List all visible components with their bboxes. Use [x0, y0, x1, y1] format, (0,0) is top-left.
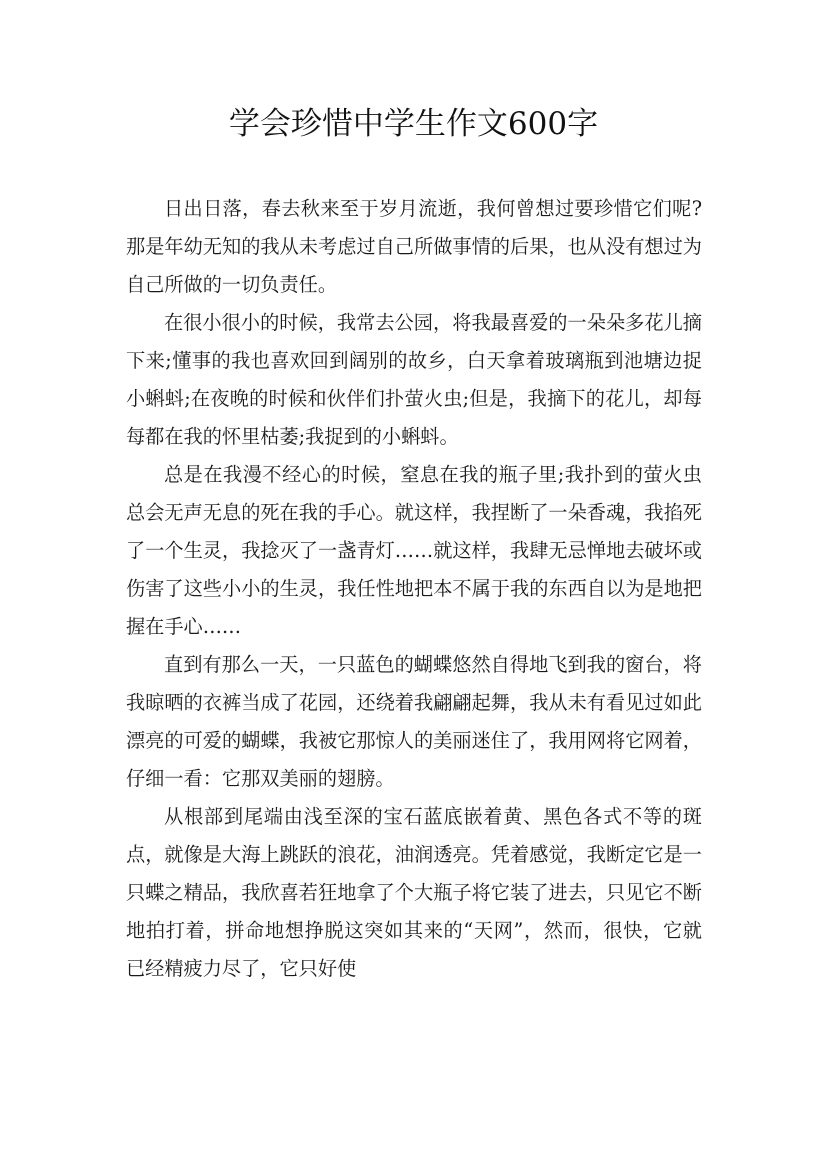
paragraph-5: 从根部到尾端由浅至深的宝石蓝底嵌着黄、黑色各式不等的斑点，就像是大海上跳跃的浪花，油润透亮。凭着感觉，我断定它是一只蝶之精品，我欣喜若狂地拿了个大瓶子将它装了进去，只见它不断地拍打着，拼命地想挣脱这突如其来的“天网”，然而，很快，它就已经精疲力尽了，它只好使 [126, 805, 702, 980]
paragraph-1: 日出日落，春去秋来至于岁月流逝，我何曾想过要珍惜它们呢?那是年幼无知的我从未考虑过自己所做事情的后果，也从没有想过为自己所做的一切负责任。 [126, 197, 702, 296]
document-body [126, 190, 702, 988]
paragraph-3: 总是在我漫不经心的时候，窒息在我的瓶子里;我扑到的萤火虫总会无声无息的死在我的手心。就这样，我捏断了一朵香魂，我掐死了一个生灵，我捻灭了一盏青灯……就这样，我肆无忌惮地去破坏或伤害了这些小小的生灵，我任性地把本不属于我的东西自以为是地把握在手心…… [126, 463, 702, 638]
document-title: 学会珍惜中学生作文600字 [228, 106, 599, 142]
paragraph-4: 直到有那么一天，一只蓝色的蝴蝶悠然自得地飞到我的窗台，将我晾晒的衣裤当成了花园，还绕着我翩翩起舞，我从未有看见过如此漂亮的可爱的蝴蝶，我被它那惊人的美丽迷住了，我用网将它网着，仔细一看：它那双美丽的翅膀。 [126, 653, 702, 790]
paragraph-2: 在很小很小的时候，我常去公园，将我最喜爱的一朵朵多花儿摘下来;懂事的我也喜欢回到阔别的故乡，白天拿着玻璃瓶到池塘边捉小蝌蚪;在夜晚的时候和伙伴们扑萤火虫;但是，我摘下的花儿，却每每都在我的怀里枯萎;我捉到的小蝌蚪。 [126, 311, 702, 448]
